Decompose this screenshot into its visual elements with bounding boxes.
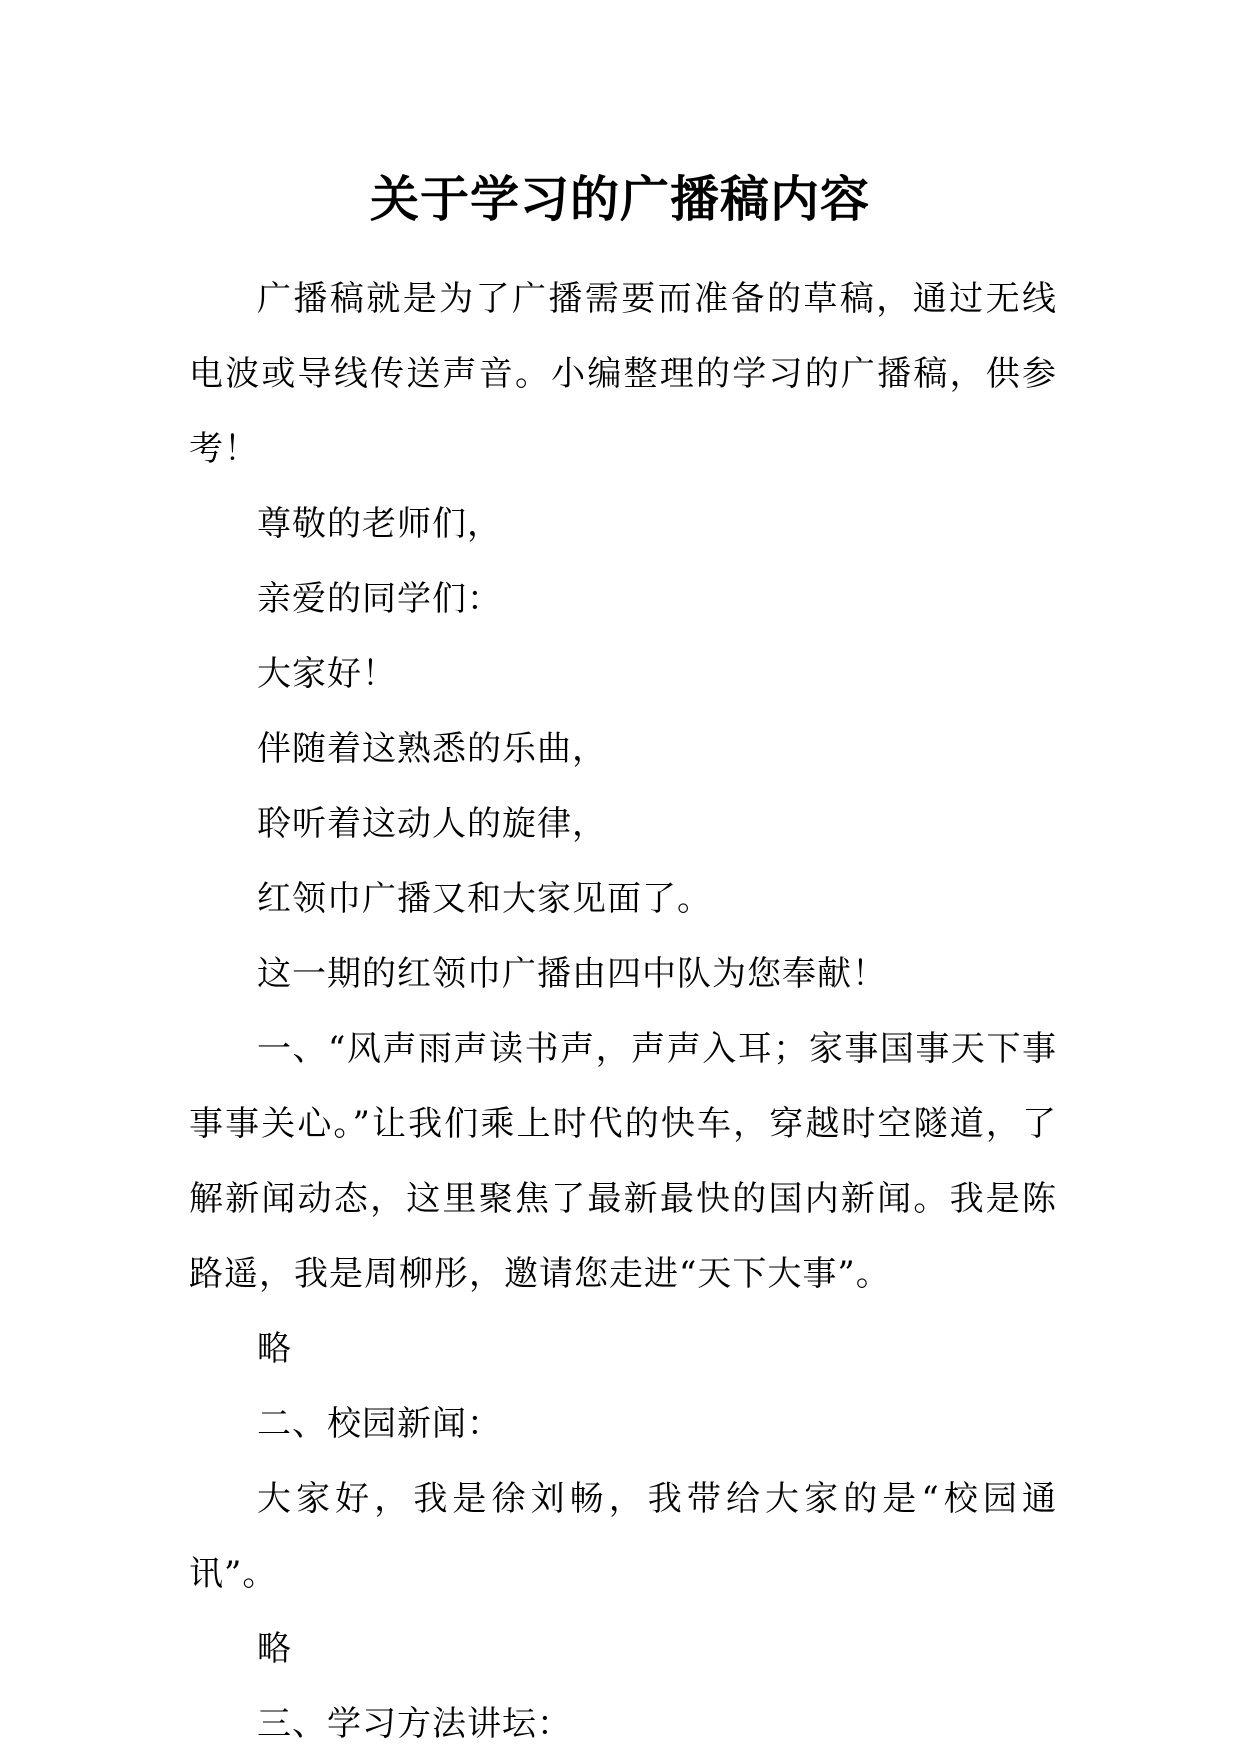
paragraph-greeting-students: 亲爱的同学们： — [257, 579, 502, 619]
paragraph-broadcast-host: 这一期的红领巾广播由四中队为您奉献！ — [257, 954, 887, 994]
paragraph-melody: 聆听着这动人的旋律， — [257, 804, 607, 844]
paragraph-music: 伴随着这熟悉的乐曲， — [257, 729, 607, 769]
paragraph-omitted-one: 略 — [257, 1329, 292, 1369]
paragraph-section-three-heading: 三、学习方法讲坛： — [257, 1704, 572, 1744]
paragraph-intro: 广播稿就是为了广播需要而准备的草稿，通过无线电波或导线传送声音。小编整理的学习的广播稿，供参考！ — [189, 279, 1057, 469]
paragraph-section-two: 大家好，我是徐刘畅，我带给大家的是“校园通讯”。 — [189, 1479, 1057, 1594]
paragraph-broadcast-meet: 红领巾广播又和大家见面了。 — [257, 879, 712, 919]
paragraph-omitted-two: 略 — [257, 1629, 292, 1669]
paragraph-greeting-teachers: 尊敬的老师们， — [257, 504, 502, 544]
document-title: 关于学习的广播稿内容 — [369, 170, 870, 228]
document-body — [189, 262, 1057, 1762]
paragraph-section-two-heading: 二、校园新闻： — [257, 1404, 502, 1444]
paragraph-hello: 大家好！ — [257, 654, 397, 694]
paragraph-section-one: 一、“风声雨声读书声，声声入耳；家事国事天下事事事关心。”让我们乘上时代的快车，穿越时空隧道，了解新闻动态，这里聚焦了最新最快的国内新闻。我是陈路遥，我是周柳彤，邀请您走进“天下大事”。 — [189, 1029, 1057, 1294]
